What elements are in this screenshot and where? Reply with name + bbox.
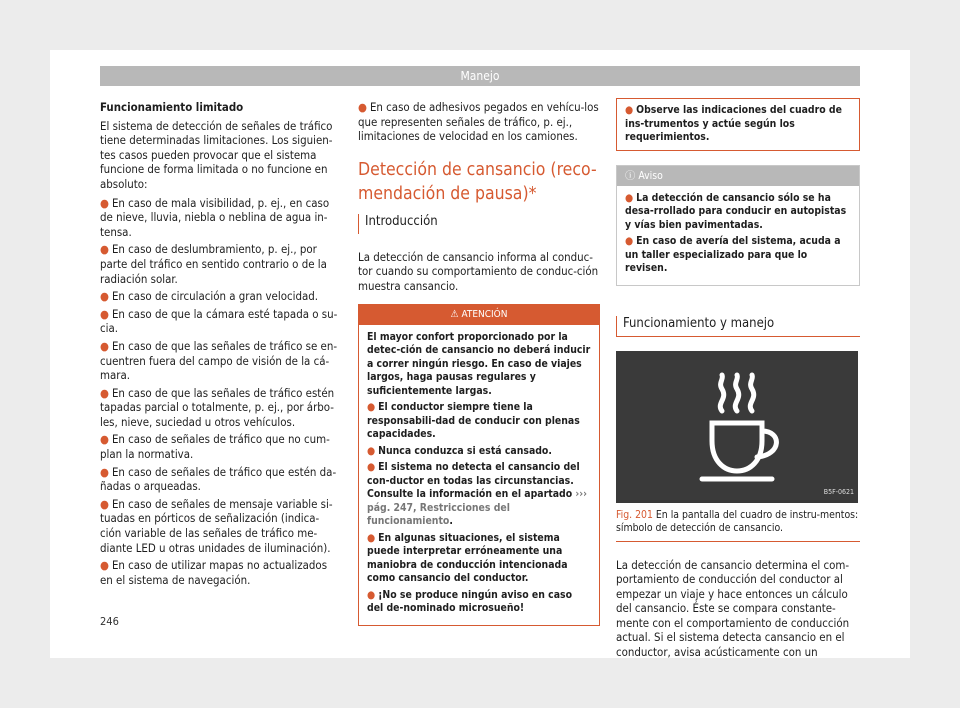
bullet-icon: ● bbox=[100, 385, 109, 400]
bullet-icon: ● bbox=[100, 195, 109, 210]
list-item: ● En caso de mala visibilidad, p. ej., en caso de nieve, lluvia, niebla o neblina de agua in-tensa. bbox=[100, 195, 330, 239]
bullet-icon: ● bbox=[100, 464, 109, 479]
notice-body bbox=[617, 186, 859, 285]
column-right bbox=[616, 98, 860, 664]
list-item: ● En caso de utilizar mapas no actualizados en el sistema de navegación. bbox=[100, 558, 328, 587]
warning-body bbox=[359, 325, 599, 625]
list-item: ● En caso de señales de mensaje variable si-tuadas en pórticos de señalización (indica-ción variable de las señales de tráfico me-diante LED u otras unidades de iluminación). bbox=[100, 496, 333, 555]
intro-paragraph: El sistema de detección de señales de tráfico tiene determinadas limitaciones. Los siguien-tes casos pueden provocar que el sistema funcione de forma limitada o no funcione en absoluto: bbox=[100, 118, 333, 191]
warning-item: ● Nunca conduzca si está cansado. bbox=[367, 444, 552, 457]
list-item: ● En caso de deslumbramiento, p. ej., por parte del tráfico en sentido contrario o de la radiación solar. bbox=[100, 242, 327, 286]
bullet-icon: ● bbox=[367, 444, 376, 457]
warning-intro: El mayor confort proporcionado por la detec-ción de cansancio no deberá inducir a correr ningún riesgo. En caso de viajes largos, haga pausas regulares y suficientemente largas. bbox=[367, 330, 591, 397]
notice-item: ● En caso de avería del sistema, acuda a un taller especializado para que lo revisen. bbox=[625, 235, 841, 274]
bullet-icon: ● bbox=[100, 306, 109, 321]
bullet-icon: ● bbox=[367, 461, 376, 474]
bullet-icon: ● bbox=[625, 104, 634, 116]
warning-item: ● El conductor siempre tiene la responsabili-dad de conducir con plenas capacidades. bbox=[367, 401, 580, 441]
list-item: ● En caso de señales de tráfico que estén da-ñadas o arqueadas. bbox=[100, 464, 337, 494]
bullet-icon: ● bbox=[367, 588, 376, 601]
bullet-icon: ● bbox=[100, 496, 109, 511]
notice-box bbox=[616, 165, 860, 286]
section-heading: Funcionamiento limitado bbox=[100, 100, 244, 114]
list-item: ● En caso de que la cámara esté tapada o su-cia. bbox=[100, 306, 338, 336]
section-title: Detección de cansancio (reco-mendación de pausa)* bbox=[358, 159, 597, 204]
warning-box bbox=[358, 304, 600, 626]
column-middle bbox=[358, 100, 600, 626]
bullet-icon: ● bbox=[100, 558, 109, 573]
page-number: 246 bbox=[100, 615, 119, 628]
list-item: ● En caso de que las señales de tráfico se en-cuentren fuera del campo de visión de la cá-mara. bbox=[100, 338, 338, 383]
subsection-title: Introducción bbox=[358, 214, 600, 234]
page-reference-link[interactable]: ››› pág. 247, Restricciones del funcionamiento bbox=[367, 488, 587, 528]
figure-code: B5F-0621 bbox=[823, 487, 854, 496]
info-icon: ⓘ bbox=[625, 169, 639, 182]
observe-box: ● Observe las indicaciones del cuadro de ins-trumentos y actúe según los requerimientos. bbox=[616, 98, 860, 151]
subsection-title: Funcionamiento y manejo bbox=[616, 316, 860, 337]
list-item: ● En caso de adhesivos pegados en vehícu-los que representen señales de tráfico, p. ej., limitaciones de velocidad en los camiones. bbox=[358, 100, 599, 144]
coffee-cup-icon bbox=[616, 351, 858, 503]
page-header: Manejo bbox=[100, 66, 860, 86]
bullet-icon: ● bbox=[625, 191, 634, 204]
warning-item: ● El sistema no detecta el cansancio del con-ductor en todas las circunstancias. Consulte la información en el apartado ››› pág. 247, Restricciones del funcionamiento. bbox=[367, 461, 587, 528]
bullet-icon: ● bbox=[367, 401, 376, 414]
notice-header: ⓘ Aviso bbox=[617, 166, 859, 186]
bullet-icon: ● bbox=[100, 289, 109, 304]
bullet-icon: ● bbox=[100, 338, 109, 353]
list-item: ● En caso de que las señales de tráfico estén tapadas parcial o totalmente, p. ej., por árbo-les, nieve, suciedad u otros vehículos. bbox=[100, 385, 335, 429]
warning-triangle-icon: ⚠ bbox=[450, 308, 462, 320]
list-item: ● En caso de señales de tráfico que no cum-plan la normativa. bbox=[100, 432, 330, 462]
column-left bbox=[100, 100, 340, 590]
warning-item: ● En algunas situaciones, el sistema puede interpretar erróneamente una maniobra de conducción intencionada como cansancio del conductor. bbox=[367, 531, 568, 585]
bullet-icon: ● bbox=[367, 531, 376, 544]
list-item: ● En caso de circulación a gran velocidad. bbox=[100, 289, 319, 304]
bullet-icon: ● bbox=[358, 100, 367, 114]
figure-caption: Fig. 201 En la pantalla del cuadro de instru-mentos: símbolo de detección de cansancio. bbox=[616, 509, 860, 542]
bullet-icon: ● bbox=[100, 432, 109, 447]
warning-item: ● ¡No se produce ningún aviso en caso del de-nominado microsueño! bbox=[367, 588, 573, 615]
intro-paragraph: La detección de cansancio informa al conduc-tor cuando su comportamiento de conduc-ción muestra cansancio. bbox=[358, 249, 599, 293]
bullet-icon: ● bbox=[100, 242, 109, 257]
bullet-icon: ● bbox=[625, 235, 634, 247]
notice-item: ● La detección de cansancio sólo se ha desa-rrollado para conducir en autopistas y vías bien pavimentadas. bbox=[625, 191, 847, 231]
body-paragraph: La detección de cansancio determina el com-portamiento de conducción del conductor al empezar un viaje y hace entonces un cálculo del cansancio. Éste se compara constante-mente con el comportamiento de conducción actual. Si el sistema detecta cansancio en el conductor, avisa acústicamente con un bbox=[616, 557, 850, 660]
figure-image bbox=[616, 351, 858, 503]
warning-header: ⚠ ATENCIÓN bbox=[359, 305, 599, 325]
